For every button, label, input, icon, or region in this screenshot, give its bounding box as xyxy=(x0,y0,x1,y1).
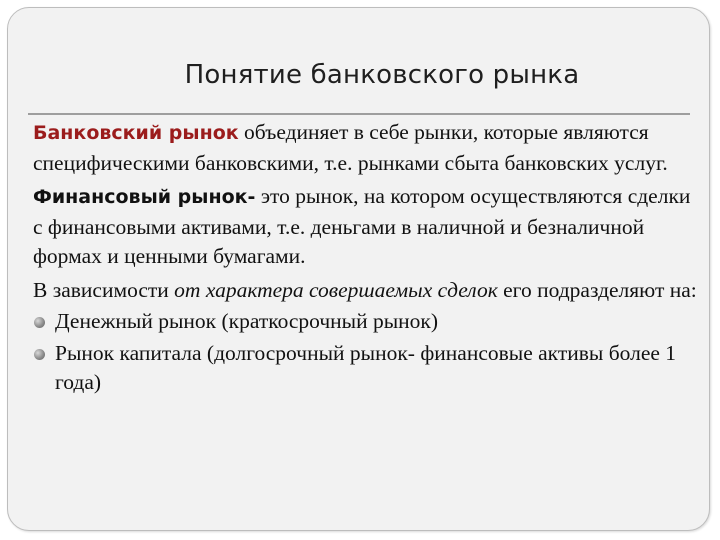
banking-market-definition: объединяет в себе рынки, которые являются специфическими банковскими, т.е. рынками сбыта банковских услуг. xyxy=(33,120,668,175)
market-types-list xyxy=(33,307,703,398)
bullet-dot-icon xyxy=(34,349,45,360)
financial-market-definition: это рынок, на котором осуществляются сделки с финансовыми активами, т.е. деньгами в наличной и безналичной формах и ценными бумагами. xyxy=(33,184,691,268)
bullet-text-money-market: Денежный рынок (краткосрочный рынок) xyxy=(55,309,439,333)
list-item xyxy=(33,307,703,337)
list-item xyxy=(33,339,703,398)
paragraph-financial-market xyxy=(33,182,703,272)
slide-title xyxy=(0,60,720,90)
classification-before: В зависимости xyxy=(33,277,175,302)
classification-italic: от характера совершаемых сделок xyxy=(174,277,498,302)
paragraph-classification xyxy=(33,276,703,306)
slide-title-text: Понятие банковского рынка xyxy=(184,60,580,90)
slide-body xyxy=(33,118,703,398)
bullet-text-capital-market: Рынок капитала (долгосрочный рынок- финансовые активы более 1 года) xyxy=(55,340,677,394)
classification-after: его подразделяют на: xyxy=(497,277,697,302)
title-divider xyxy=(28,113,690,115)
term-banking-market: Банковский рынок xyxy=(33,122,239,144)
paragraph-banking-market xyxy=(33,118,703,178)
bullet-dot-icon xyxy=(34,317,45,328)
term-financial-market: Финансовый рынок- xyxy=(33,186,256,208)
